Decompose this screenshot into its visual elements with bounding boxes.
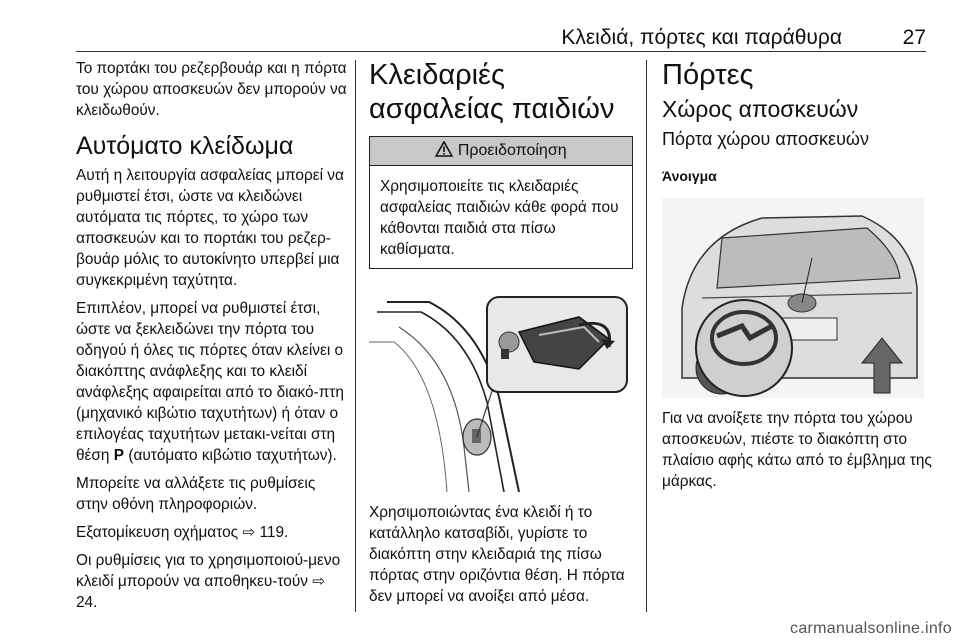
gear-position-p: P [113, 447, 125, 464]
chapter-title: Κλειδιά, πόρτες και παράθυρα [561, 26, 842, 49]
settings-paragraph: Μπορείτε να αλλάξετε τις ρυθμίσεις στην οθόνη πληροφοριών. [76, 475, 316, 513]
key-settings-paragraph [76, 550, 350, 613]
warning-header [370, 137, 632, 166]
page-header [0, 0, 960, 52]
child-lock-caption: Χρησιμοποιώντας ένα κλειδί ή το κατάλληλο κατσαβίδι, γυρίστε το διακόπτη στην κλειδαριά της πίσω πόρτας στην οριζόντια θέση. Η πόρτα δεν μπορεί να ανοίξει από μέσα. [369, 504, 625, 605]
column-2 [369, 58, 633, 614]
column-divider-left [355, 60, 356, 612]
tailgate-illustration [662, 198, 924, 398]
auto-lock-heading: Αυτόματο κλείδωμα [76, 132, 294, 160]
column-1 [76, 58, 350, 620]
paragraph-text: Επιπλέον, μπορεί να ρυθμιστεί έτσι, ώστε να ξεκλειδώνει την πόρτα του οδηγού ή όλες τις πόρτες όταν κλείνει ο διακόπτης ανάφλεξης και το κλειδί ανάφλεξης αφαιρείται από το διακό-πτη (μηχανικό κιβώτιο ταχυτήτων) ή όταν ο επιλογέας ταχυτήτων μετακι-νείται στη θέση [76, 300, 344, 464]
column-3 [662, 58, 932, 499]
child-lock-illustration [369, 287, 633, 492]
tailgate-caption: Για να ανοίξετε την πόρτα του χώρου αποσκευών, πιέστε το διακόπτη στο πλαίσιο αφής κάτω από το έμβλημα της μάρκας. [662, 410, 932, 490]
warning-title: Προειδοποίηση [457, 142, 567, 159]
doors-heading: Πόρτες [662, 59, 754, 91]
page-ref-arrow-icon: ⇨ [242, 524, 256, 541]
personalization-ref [76, 522, 350, 543]
header-rule [76, 51, 926, 52]
warning-box [369, 136, 633, 269]
auto-lock-paragraph-1: Αυτή η λειτουργία ασφαλείας μπορεί να ρυθμιστεί έτσι, ώστε να κλειδώνει αυτόματα τις πόρτες, το χώρο των αποσκευών και το πορτάκι του ρεζερ-βουάρ μόλις το αυτοκίνητο υπερβεί μια συγκεκριμένη ταχύτητα. [76, 167, 344, 289]
ref-text: Εξατομίκευση οχήματος [76, 524, 239, 541]
luggage-compartment-heading: Χώρος αποσκευών [662, 96, 859, 122]
watermark: carmanualsonline.info [790, 620, 952, 637]
page-ref-arrow-icon: ⇨ [312, 573, 326, 590]
auto-lock-paragraph-2 [76, 298, 350, 466]
tailgate-heading: Πόρτα χώρου αποσκευών [662, 129, 869, 149]
intro-paragraph: Το πορτάκι του ρεζερβουάρ και η πόρτα του χώρου αποσκευών δεν μπορούν να κλειδωθούν. [76, 60, 347, 119]
paragraph-text: (αυτόματο κιβώτιο ταχυτήτων). [128, 447, 337, 464]
warning-triangle-icon [435, 141, 453, 157]
paragraph-text: Οι ρυθμίσεις για το χρησιμοποιού-μενο κλειδί μπορούν να αποθηκευ-τούν [76, 552, 341, 590]
ref-page-link[interactable]: 119. [259, 524, 289, 541]
page-number: 27 [902, 26, 926, 49]
warning-text: Χρησιμοποιείτε τις κλειδαριές ασφαλείας παιδιών κάθε φορά που κάθονται παιδιά στα πίσω καθίσματα. [380, 178, 619, 258]
child-locks-heading: Κλειδαριές ασφαλείας παιδιών [369, 59, 615, 125]
ref-page-link[interactable]: 24. [76, 594, 98, 611]
opening-heading: Άνοιγμα [662, 168, 717, 184]
column-divider-right [646, 60, 647, 612]
